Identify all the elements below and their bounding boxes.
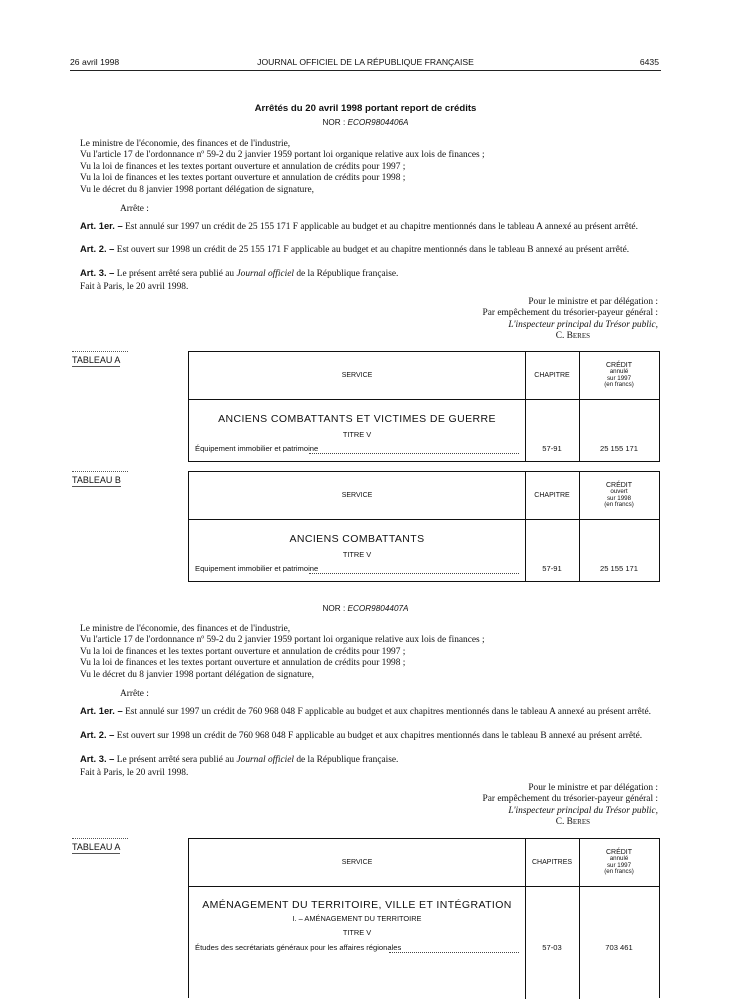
ministry-heading: ANCIENS COMBATTANTS (289, 533, 425, 545)
article-1-s1 (80, 220, 660, 233)
fait-a-paris-2: Fait à Paris, le 20 avril 1998. (80, 768, 189, 778)
table-label-b1: TABLEAU B (72, 471, 128, 486)
header-journal-title: JOURNAL OFFICIEL DE LA RÉPUBLIQUE FRANÇAISE (257, 57, 474, 67)
table-row-label: Études des secrétariats généraux pour les affaires régionales (195, 943, 402, 952)
col-header-chapitre: CHAPITRE (534, 371, 570, 379)
article-text: Est ouvert sur 1998 un crédit de 760 968 048 F applicable au budget et aux chapitres mentionnés dans le tableau B annexé au présent arrêté. (116, 731, 643, 741)
table-cell-credit: 703 461 (605, 943, 633, 952)
col-header-service: SERVICE (341, 491, 373, 499)
col-header-chapitres: CHAPITRES (531, 858, 573, 866)
table-cell-chapitre: 57-91 (542, 564, 562, 573)
article-label: Art. 2. – (80, 243, 115, 254)
column-rule (579, 839, 580, 999)
article-2-s1 (80, 243, 660, 256)
preamble-line: Vu l'article 17 de l'ordonnance nº 59-2 du 2 janvier 1959 portant loi organique relative aux lois de finances ; (80, 635, 485, 646)
article-3-s1: Art. 3. – Le présent arrêté sera publié au Journal officiel de la République française. (80, 267, 399, 279)
article-label: Art. 1er. – (80, 220, 123, 231)
article-label: Art. 1er. – (80, 705, 123, 716)
col-header-credit: CRÉDIT ouvert sur 1998 (en francs) (604, 482, 634, 509)
tableau-b-1 (188, 471, 660, 582)
table-label-a1: TABLEAU A (72, 351, 128, 366)
signatory-name: C. Beres (555, 331, 590, 342)
preamble-line: Vu la loi de finances et les textes portant ouverture et annulation de crédits pour 1997 ; (80, 161, 406, 172)
article-text: Est annulé sur 1997 un crédit de 760 968 048 F applicable au budget et aux chapitres mentionnés dans le tableau A annexé au présent arrêté. (125, 707, 651, 717)
titre-heading: TITRE V (342, 550, 372, 559)
arrete-heading-1: Arrête : (120, 204, 149, 214)
table-cell-credit: 25 155 171 (599, 444, 638, 453)
document-title: Arrêtés du 20 avril 1998 portant report de crédits (254, 103, 477, 114)
signature-block-1: Pour le ministre et par délégation : Par empêchement du trésorier-payeur général : L'inspecteur principal du Trésor public, C. Beres (400, 297, 658, 343)
col-header-credit: CRÉDIT annulé sur 1997 (en francs) (604, 849, 634, 876)
titre-heading: TITRE V (342, 430, 372, 439)
fait-a-paris-1: Fait à Paris, le 20 avril 1998. (80, 282, 189, 292)
article-label: Art. 2. – (80, 729, 115, 740)
signatory-name: C. Beres (555, 817, 590, 828)
preamble-line: Vu la loi de finances et les textes portant ouverture et annulation de crédits pour 1998 ; (80, 658, 406, 669)
nor-code-2: ECOR9804407A (347, 604, 409, 613)
table-cell-chapitre: 57-03 (542, 943, 562, 952)
table-label-a2: TABLEAU A (72, 838, 128, 853)
arrete-heading-2: Arrête : (120, 689, 149, 699)
table-row-label: Équipement immobilier et patrimoine (195, 444, 319, 453)
nor-reference-2: NOR : ECOR9804407A (322, 604, 409, 613)
tableau-a-2 (188, 838, 660, 998)
nor-reference-1: NOR : ECOR9804406A (322, 118, 409, 127)
table-header-rule (189, 519, 659, 520)
preamble-2 (80, 624, 660, 681)
col-header-chapitre: CHAPITRE (534, 491, 570, 499)
section-subheading: I. – AMÉNAGEMENT DU TERRITOIRE (292, 914, 422, 923)
col-header-service: SERVICE (341, 858, 373, 866)
column-rule (525, 839, 526, 999)
article-1-s2 (80, 705, 660, 718)
preamble-1 (80, 139, 660, 196)
leader-dots (389, 952, 519, 953)
table-row-label: Equipement immobilier et patrimoine (195, 564, 319, 573)
table-header-rule (189, 399, 659, 400)
titre-heading: TITRE V (342, 928, 372, 937)
table-cell-chapitre: 57-91 (542, 444, 562, 453)
article-label: Art. 3. – (80, 753, 115, 764)
journal-officiel-ref: Journal officiel (236, 755, 295, 765)
signature-block-2: Pour le ministre et par délégation : Par empêchement du trésorier-payeur général : L'inspecteur principal du Trésor public, C. Beres (400, 783, 658, 829)
leader-dots (309, 453, 519, 454)
header-date: 26 avril 1998 (70, 57, 120, 67)
tableau-a-1 (188, 351, 660, 462)
article-2-s2 (80, 729, 660, 742)
preamble-line: Le ministre de l'économie, des finances et de l'industrie, (80, 624, 291, 634)
article-3-s2: Art. 3. – Le présent arrêté sera publié au Journal officiel de la République française. (80, 753, 399, 765)
article-label: Art. 3. – (80, 267, 115, 278)
header-page-number: 6435 (639, 57, 659, 67)
preamble-line: Vu le décret du 8 janvier 1998 portant délégation de signature, (80, 669, 314, 680)
table-header-rule (189, 886, 659, 887)
article-text: Est annulé sur 1997 un crédit de 25 155 171 F applicable au budget et au chapitre mentionnés dans le tableau A annexé au présent arrêté. (125, 222, 638, 232)
nor-code-1: ECOR9804406A (347, 118, 409, 127)
ministry-heading: ANCIENS COMBATTANTS ET VICTIMES DE GUERRE (218, 413, 496, 425)
article-text: Est ouvert sur 1998 un crédit de 25 155 171 F applicable au budget et au chapitre mentionnés dans le tableau B annexé au présent arrêté. (116, 245, 630, 255)
journal-officiel-ref: Journal officiel (236, 269, 295, 279)
col-header-service: SERVICE (341, 371, 373, 379)
preamble-line: Le ministre de l'économie, des finances et de l'industrie, (80, 139, 291, 149)
table-cell-credit: 25 155 171 (599, 564, 638, 573)
preamble-line: Vu le décret du 8 janvier 1998 portant délégation de signature, (80, 184, 314, 195)
preamble-line: Vu la loi de finances et les textes portant ouverture et annulation de crédits pour 1998 ; (80, 173, 406, 184)
leader-dots (309, 573, 519, 574)
col-header-credit: CRÉDIT annulé sur 1997 (en francs) (604, 362, 634, 389)
preamble-line: Vu la loi de finances et les textes portant ouverture et annulation de crédits pour 1997 ; (80, 646, 406, 657)
preamble-line: Vu l'article 17 de l'ordonnance nº 59-2 du 2 janvier 1959 portant loi organique relative aux lois de finances ; (80, 150, 485, 161)
ministry-heading: AMÉNAGEMENT DU TERRITOIRE, VILLE ET INTÉGRATION (202, 899, 512, 911)
header-rule (70, 70, 661, 71)
